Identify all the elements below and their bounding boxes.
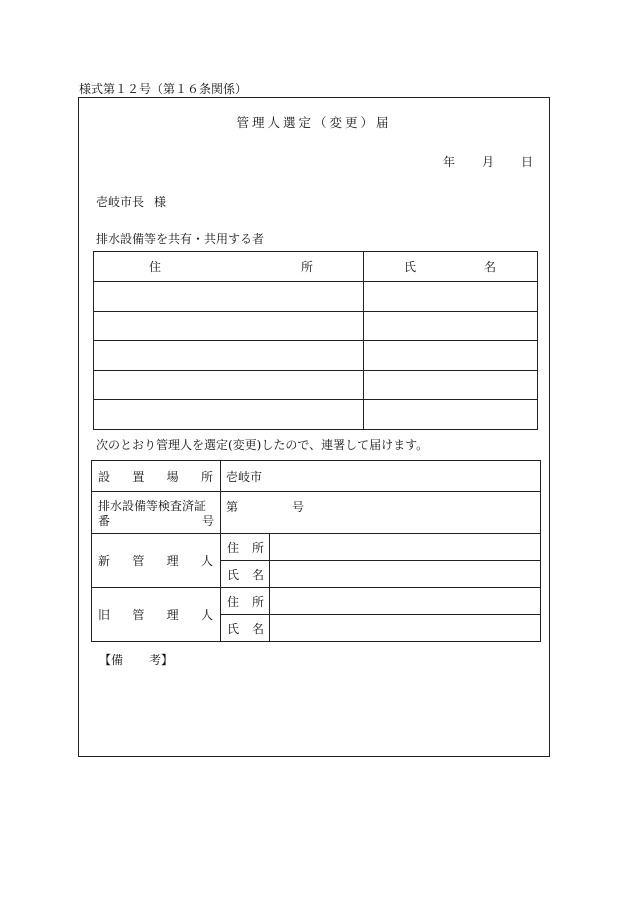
new-manager-label-char: 管 [132, 554, 145, 568]
shared-user-address-cell[interactable] [94, 400, 364, 430]
new-manager-address-row [92, 534, 541, 561]
certificate-value[interactable] [221, 492, 541, 534]
location-row [92, 461, 541, 492]
old-manager-address-row [92, 588, 541, 615]
location-label-char: 設 [98, 469, 111, 484]
remarks-label [99, 651, 173, 668]
shared-user-name-cell[interactable] [364, 341, 538, 371]
name-header-char-1: 氏 [404, 260, 417, 274]
shared-user-address-cell[interactable] [94, 370, 364, 400]
shared-user-address-cell[interactable] [94, 282, 364, 312]
old-manager-name-value[interactable] [270, 615, 541, 642]
remarks-open: 【備 [99, 653, 124, 667]
shared-users-header-row [94, 252, 538, 282]
old-manager-label [92, 588, 221, 642]
new-manager-label-char: 人 [200, 554, 213, 568]
address-header-char-2: 所 [300, 260, 313, 274]
old-manager-label-char: 旧 [98, 608, 111, 622]
new-manager-name-label [221, 561, 270, 588]
name-label-char: 氏 [227, 621, 240, 636]
new-manager-address-label [221, 534, 270, 561]
location-label [92, 461, 221, 492]
form-title: 管理人選定（変更）届 [236, 115, 392, 130]
shared-users-table [93, 251, 538, 430]
certificate-label-char: 号 [201, 513, 214, 528]
shared-user-name-cell[interactable] [364, 400, 538, 430]
shared-user-row [94, 282, 538, 312]
old-manager-label-char: 理 [166, 608, 179, 622]
name-header-char-2: 名 [483, 260, 496, 274]
new-manager-name-value[interactable] [270, 561, 541, 588]
name-column-header [364, 252, 538, 282]
address-label-char: 住 [227, 540, 240, 555]
shared-user-row [94, 341, 538, 371]
old-manager-label-char: 管 [132, 608, 145, 622]
name-label-char: 氏 [227, 567, 240, 582]
new-manager-label [92, 534, 221, 588]
certificate-prefix: 第 [226, 500, 239, 514]
address-column-header [94, 252, 364, 282]
date-line [443, 153, 533, 170]
location-label-char: 場 [166, 469, 179, 484]
shared-user-address-cell[interactable] [94, 341, 364, 371]
notice-text: 次のとおり管理人を選定(変更)したので、連署して届けます。 [96, 438, 429, 452]
new-manager-label-char: 新 [98, 554, 111, 568]
certificate-label [92, 492, 221, 534]
certificate-row [92, 492, 541, 534]
date-year-label: 年 [442, 155, 455, 169]
shared-user-row [94, 311, 538, 341]
shared-user-name-cell[interactable] [364, 370, 538, 400]
certificate-label-line1: 排水設備等検査済証 [98, 498, 207, 513]
address-label-char: 所 [251, 540, 264, 555]
old-manager-label-char: 人 [200, 608, 213, 622]
date-day-label: 日 [520, 155, 533, 169]
shared-user-row [94, 370, 538, 400]
shared-user-name-cell[interactable] [364, 282, 538, 312]
shared-user-row [94, 400, 538, 430]
address-label-char: 所 [251, 594, 264, 609]
certificate-suffix: 号 [292, 500, 305, 514]
shared-users-label: 排水設備等を共有・共用する者 [96, 232, 265, 246]
old-manager-address-value[interactable] [270, 588, 541, 615]
addressee [96, 193, 166, 210]
shared-user-address-cell[interactable] [94, 311, 364, 341]
details-table [91, 460, 541, 642]
form-frame [78, 97, 550, 757]
address-label-char: 住 [227, 594, 240, 609]
addressee-name: 壱岐市長 [96, 195, 145, 209]
address-header-char-1: 住 [149, 260, 162, 274]
remarks-close: 考】 [149, 653, 174, 667]
new-manager-label-char: 理 [166, 554, 179, 568]
location-value[interactable]: 壱岐市 [221, 461, 541, 492]
name-label-char: 名 [251, 621, 264, 636]
old-manager-address-label [221, 588, 270, 615]
date-month-label: 月 [481, 155, 494, 169]
old-manager-name-label [221, 615, 270, 642]
addressee-honorific: 様 [154, 195, 167, 209]
location-label-char: 置 [132, 469, 145, 484]
shared-user-name-cell[interactable] [364, 311, 538, 341]
new-manager-address-value[interactable] [270, 534, 541, 561]
name-label-char: 名 [251, 567, 264, 582]
location-label-char: 所 [200, 469, 213, 484]
form-number: 様式第１２号（第１６条関係） [79, 82, 248, 96]
certificate-label-char: 番 [98, 513, 111, 528]
